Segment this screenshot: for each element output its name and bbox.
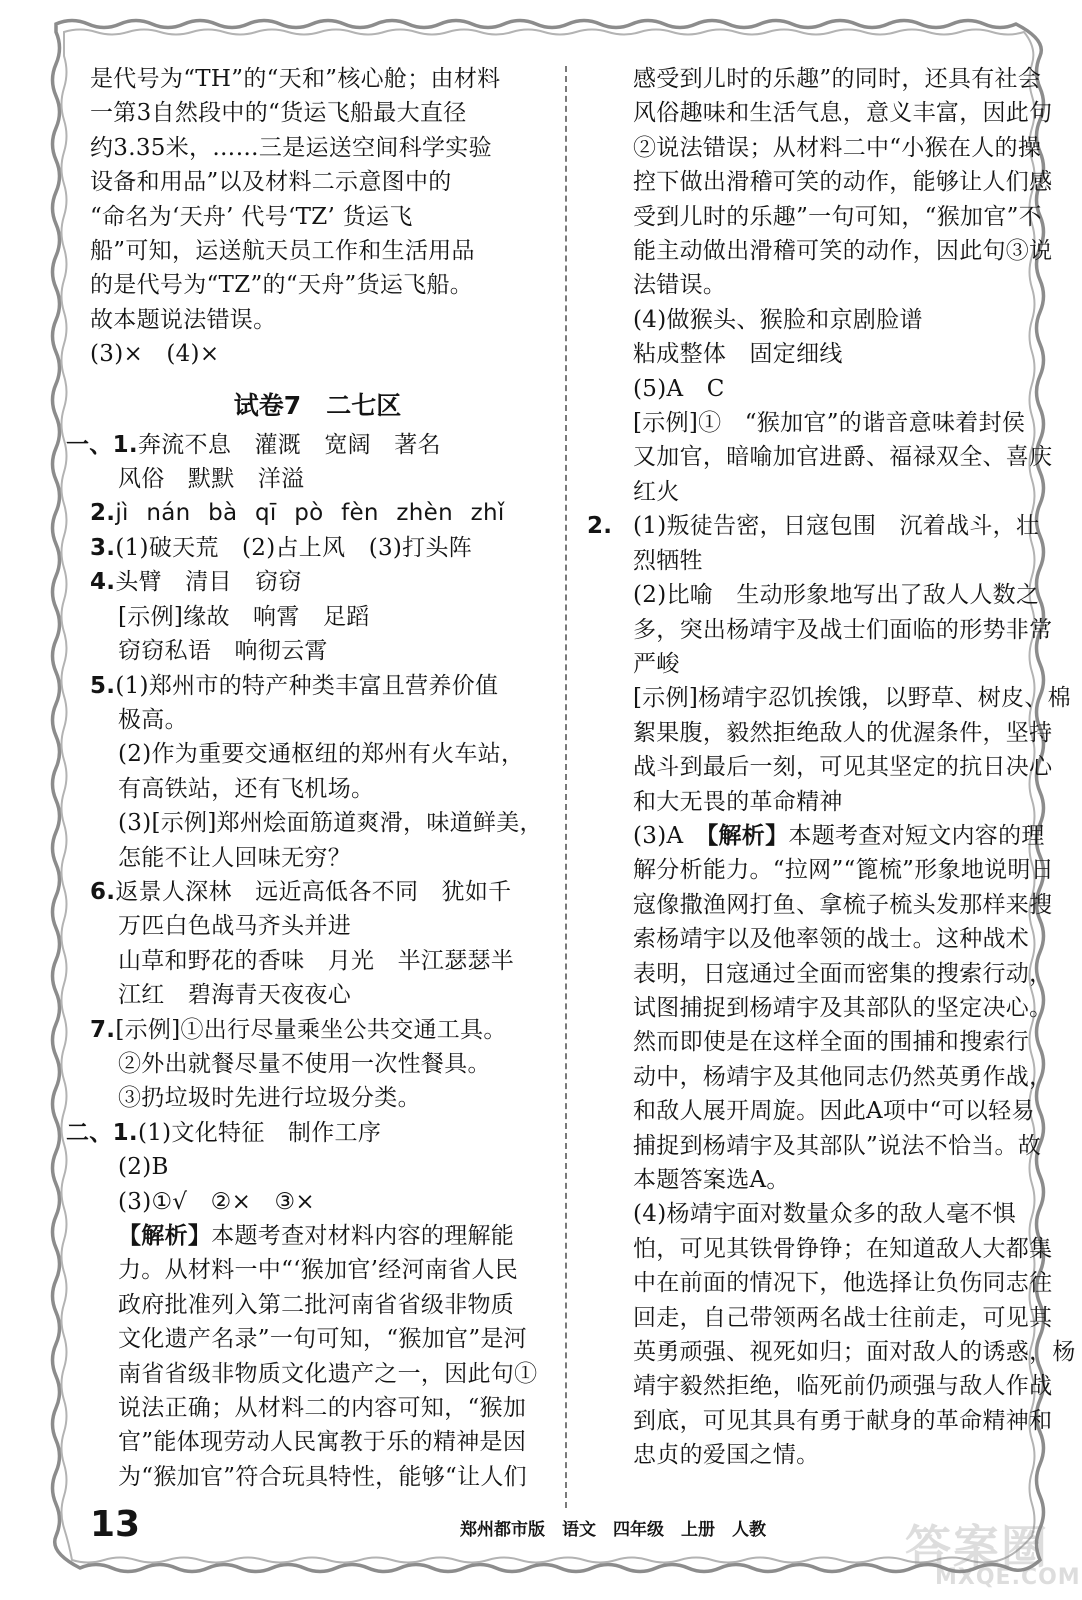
question-2: [90, 496, 545, 530]
analysis-text: 官”能体现劳动人民寓教于乐的精神是因: [118, 1429, 527, 1456]
analysis-text: 本题考查对材料内容的理解能: [211, 1223, 515, 1249]
answer-text: 怕，可见其铁骨铮铮；在知道敌人大都集: [633, 1235, 1053, 1262]
answer-text: (3)A: [633, 822, 707, 849]
answer-text: (1)叛徒告密，日寇包围 沉着战斗，壮: [633, 513, 1040, 540]
text-line: 约3.35米，……三是运送空间科学实验: [90, 134, 492, 161]
answer-text: ③扔垃圾时先进行垃圾分类。: [118, 1085, 421, 1112]
analysis-text: 解分析能力。“拉网”“篦梳”形象地说明日: [633, 857, 1055, 884]
answer-text: 极高。: [118, 706, 188, 733]
question-number: 2.: [90, 500, 116, 527]
answer-text: 有高铁站，还有飞机场。: [118, 775, 375, 802]
text-line: 感受到儿时的乐趣”的同时，还具有社会: [633, 66, 1042, 92]
answer-text: [示例]杨靖宇忍饥挨饿，以野草、树皮、棉: [633, 685, 1071, 712]
column-divider: [565, 66, 567, 1508]
analysis-text: 索杨靖宇以及他率领的战士。这种战术: [633, 926, 1030, 953]
answer-text: (4)杨靖宇面对数量众多的敌人毫不惧: [633, 1201, 1016, 1228]
answer-text: 严峻: [633, 650, 680, 677]
question-number: 一、1.: [66, 431, 138, 458]
right-column: [587, 62, 1076, 1473]
analysis-line: [90, 1219, 545, 1253]
analysis-text: 南省省级非物质文化遗产之一，因此句①: [118, 1360, 538, 1387]
analysis-text: 表明，日寇通过全面而密集的搜索行动，: [633, 960, 1053, 987]
left-column: [66, 62, 545, 1494]
answer-text: 山草和野花的香味 月光 半江瑟瑟半: [118, 947, 515, 974]
text-line: 设备和用品”以及材料二示意图中的: [90, 169, 452, 196]
text-line: 的是代号为“TZ”的“天舟”货运飞船。: [90, 272, 474, 299]
text-line: ②说法错误；从材料二中“小猴在人的操: [633, 134, 1042, 161]
answer-text: (1)郑州市的特产种类丰富且营养价值: [115, 672, 499, 699]
answer-text: 战斗到最后一刻，可见其坚定的抗日决心: [633, 754, 1053, 781]
page-number: 13: [90, 1504, 141, 1545]
analysis-tag: 【解析】: [118, 1222, 212, 1249]
question-number: 7.: [90, 1016, 116, 1043]
answer-text: 中在前面的情况下，他选择让负伤同志往: [633, 1270, 1053, 1297]
text-line: 船”可知，运送航天员工作和生活用品: [90, 238, 475, 265]
text-line: 故本题说法错误。: [90, 306, 277, 333]
answer-text: 风俗 默默 洋溢: [118, 466, 305, 493]
analysis-text: 寇像撒渔网打鱼、拿梳子梳头发那样来搜: [633, 891, 1053, 918]
analysis-text: 本题考查对短文内容的理: [788, 822, 1045, 849]
answer-text: [示例]①出行尽量乘坐公共交通工具。: [115, 1016, 507, 1043]
footer-book-info: 郑州都市版 语文 四年级 上册 人教: [460, 1520, 766, 1540]
answer-text: ②外出就餐尽量不使用一次性餐具。: [118, 1050, 491, 1077]
answer-text: 江红 碧海青天夜夜心: [118, 982, 351, 1009]
text-line: 粘成整体 固定细线: [633, 341, 843, 368]
answer-text: 絮果腹，毅然拒绝敌人的优渥条件，坚持: [633, 719, 1053, 746]
question-3: [90, 531, 545, 565]
answer-text: (3)①√ ②× ③×: [118, 1188, 315, 1215]
analysis-text: 力。从材料一中“‘猴加官’经河南省人民: [118, 1257, 519, 1284]
answer-text: (3)[示例]郑州烩面筋道爽滑，味道鲜美，: [118, 810, 543, 837]
question-number: 4.: [90, 569, 116, 596]
pinyin-answer: jì nán bà qī pò fèn zhèn zhǐ: [115, 500, 505, 527]
answer-text: 忠贞的爱国之情。: [633, 1442, 820, 1469]
analysis-text: 本题答案选A。: [633, 1167, 790, 1193]
text-line: 控下做出滑稽可笑的动作，能够让人们感: [633, 169, 1053, 196]
text-line: 是代号为“TH”的“天和”核心舱；由材料: [90, 66, 501, 92]
question-1: [66, 428, 545, 462]
text-line: 又加官，暗喻加官进爵、福禄双全、喜庆: [633, 444, 1053, 471]
analysis-text: 然而即使是在这样全面的围捕和搜索行: [633, 1029, 1030, 1056]
analysis-text: 说法正确；从材料二的内容可知，“猴加: [118, 1395, 527, 1422]
analysis-tag: 【解析】: [706, 821, 789, 849]
question-number: 二、1.: [66, 1119, 138, 1146]
answer-text: (2)比喻 生动形象地写出了敌人人数之: [633, 582, 1040, 609]
answer-text: 怎能不让人回味无穷？: [118, 844, 351, 871]
answer-text: 靖宇毅然拒绝，临死前仍顽强与敌人作战: [633, 1373, 1053, 1400]
text-line: 风俗趣味和生活气息，意义丰富，因此句: [633, 100, 1053, 127]
site-watermark-logo: [895, 1505, 1081, 1595]
watermark-url-text: MXQE.COM: [935, 1565, 1081, 1590]
answer-text: 万匹白色战马齐头并进: [118, 913, 351, 940]
answer-text: 窃窃私语 响彻云霄: [118, 638, 328, 665]
analysis-text: 试图捕捉到杨靖宇及其部队的坚定决心。: [633, 994, 1053, 1021]
text-line: 受到儿时的乐趣”一句可知，“猴加官”不: [633, 203, 1042, 230]
question-7: [90, 1013, 545, 1047]
answer-text: 烈牺牲: [633, 547, 703, 574]
answer-text: 到底，可见其具有勇于献身的革命精神和: [633, 1407, 1053, 1434]
answer-text: (2)B: [118, 1154, 169, 1181]
part-2-question-1: [66, 1116, 545, 1150]
text-line: 红火: [633, 478, 680, 505]
analysis-text: 政府批准列入第二批河南省省级非物质: [118, 1291, 515, 1318]
analysis-text: 捕捉到杨靖宇及其部队”说法不恰当。故: [633, 1132, 1042, 1159]
question-number: 6.: [90, 878, 116, 905]
answer-text: 多，突出杨靖宇及战士们面临的形势非常: [633, 616, 1053, 643]
answer-text: 和大无畏的革命精神: [633, 788, 843, 815]
watermark-main-text: 答案圈: [905, 1520, 1049, 1574]
analysis-text: 动中，杨靖宇及其他同志仍然英勇作战，: [633, 1063, 1053, 1090]
answer-text: 回走，自己带领两名战士往前走，可见其: [633, 1304, 1053, 1331]
question-number: 5.: [90, 672, 116, 699]
text-line: 一第3自然段中的“货运飞船最大直径: [90, 100, 467, 127]
answer-text: [示例]缘故 响霄 足蹈: [118, 603, 370, 630]
analysis-text: 和敌人展开周旋。因此A项中“可以轻易: [633, 1098, 1035, 1125]
answer-line: (3)× (4)×: [90, 341, 220, 368]
question-number: 3.: [90, 534, 116, 561]
answer-text: (2)作为重要交通枢纽的郑州有火车站，: [118, 741, 525, 768]
text-line: 能主动做出滑稽可笑的动作，因此句③说: [633, 238, 1053, 265]
question-number: 2.: [587, 513, 613, 540]
text-line: (5)A C: [633, 375, 725, 402]
analysis-line: [587, 819, 1045, 853]
text-line: 法错误。: [633, 272, 727, 299]
answer-text: 返景人深林 远近高低各不同 犹如千: [115, 878, 512, 905]
text-line: (4)做猴头、猴脸和京剧脸谱: [633, 306, 923, 333]
text-line: “命名为‘天舟’ 代号‘TZ’ 货运飞: [90, 203, 413, 230]
section-heading: 试卷7 二七区: [233, 390, 402, 420]
analysis-text: 文化遗产名录”一句可知，“猴加官”是河: [118, 1326, 527, 1353]
text-line: [示例]① “猴加官”的谐音意味着封侯: [633, 410, 1026, 437]
answer-text: 头臂 清目 窃窃: [115, 569, 302, 596]
answer-text: (1)文化特征 制作工序: [137, 1119, 382, 1146]
question-5: [90, 669, 545, 703]
answer-text: (1)破天荒 (2)占上风 (3)打头阵: [115, 534, 473, 561]
answer-text: 英勇顽强、视死如归；面对敌人的诱惑，杨: [633, 1339, 1076, 1366]
question-6: [90, 875, 545, 909]
question-2: [587, 509, 1040, 543]
answer-text: 奔流不息 灌溉 宽阔 著名: [137, 431, 441, 458]
question-4: [90, 565, 545, 599]
analysis-text: 为“猴加官”符合玩具特性，能够“让人们: [118, 1463, 527, 1490]
